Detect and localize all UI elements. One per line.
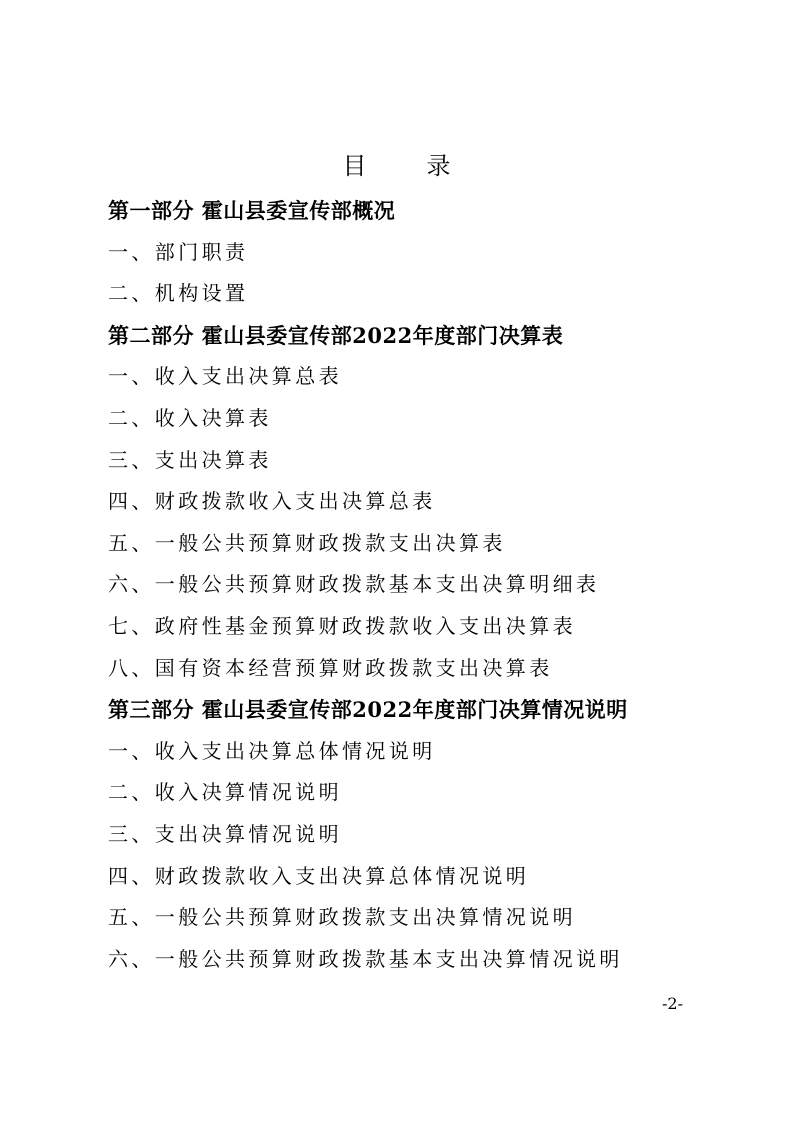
toc-item: 一、收入支出决算总表 xyxy=(108,364,342,389)
toc-part-heading: 第三部分 霍山县委宣传部2022年度部门决算情况说明 xyxy=(108,697,628,723)
page-title: 目 录 xyxy=(342,152,469,180)
toc-item: 七、政府性基金预算财政拨款收入支出决算表 xyxy=(108,613,576,638)
table-of-contents xyxy=(108,190,708,980)
toc-part-heading: 第二部分 霍山县委宣传部2022年度部门决算表 xyxy=(108,322,564,348)
toc-item: 三、支出决算情况说明 xyxy=(108,821,342,846)
toc-item: 四、财政拨款收入支出决算总体情况说明 xyxy=(108,863,530,888)
toc-item: 五、一般公共预算财政拨款支出决算表 xyxy=(108,530,506,555)
toc-item: 六、一般公共预算财政拨款基本支出决算情况说明 xyxy=(108,946,623,971)
toc-item: 八、国有资本经营预算财政拨款支出决算表 xyxy=(108,655,553,680)
toc-item: 五、一般公共预算财政拨款支出决算情况说明 xyxy=(108,905,576,930)
toc-item: 一、部门职责 xyxy=(108,239,249,264)
toc-part-heading: 第一部分 霍山县委宣传部概况 xyxy=(108,198,396,223)
toc-item: 二、机构设置 xyxy=(108,281,249,306)
toc-item: 一、收入支出决算总体情况说明 xyxy=(108,738,436,763)
toc-item: 六、一般公共预算财政拨款基本支出决算明细表 xyxy=(108,572,600,597)
page-number: -2- xyxy=(662,994,683,1013)
toc-item: 二、收入决算表 xyxy=(108,405,272,430)
toc-item: 二、收入决算情况说明 xyxy=(108,780,342,805)
toc-item: 四、财政拨款收入支出决算总表 xyxy=(108,489,436,514)
toc-item: 三、支出决算表 xyxy=(108,447,272,472)
